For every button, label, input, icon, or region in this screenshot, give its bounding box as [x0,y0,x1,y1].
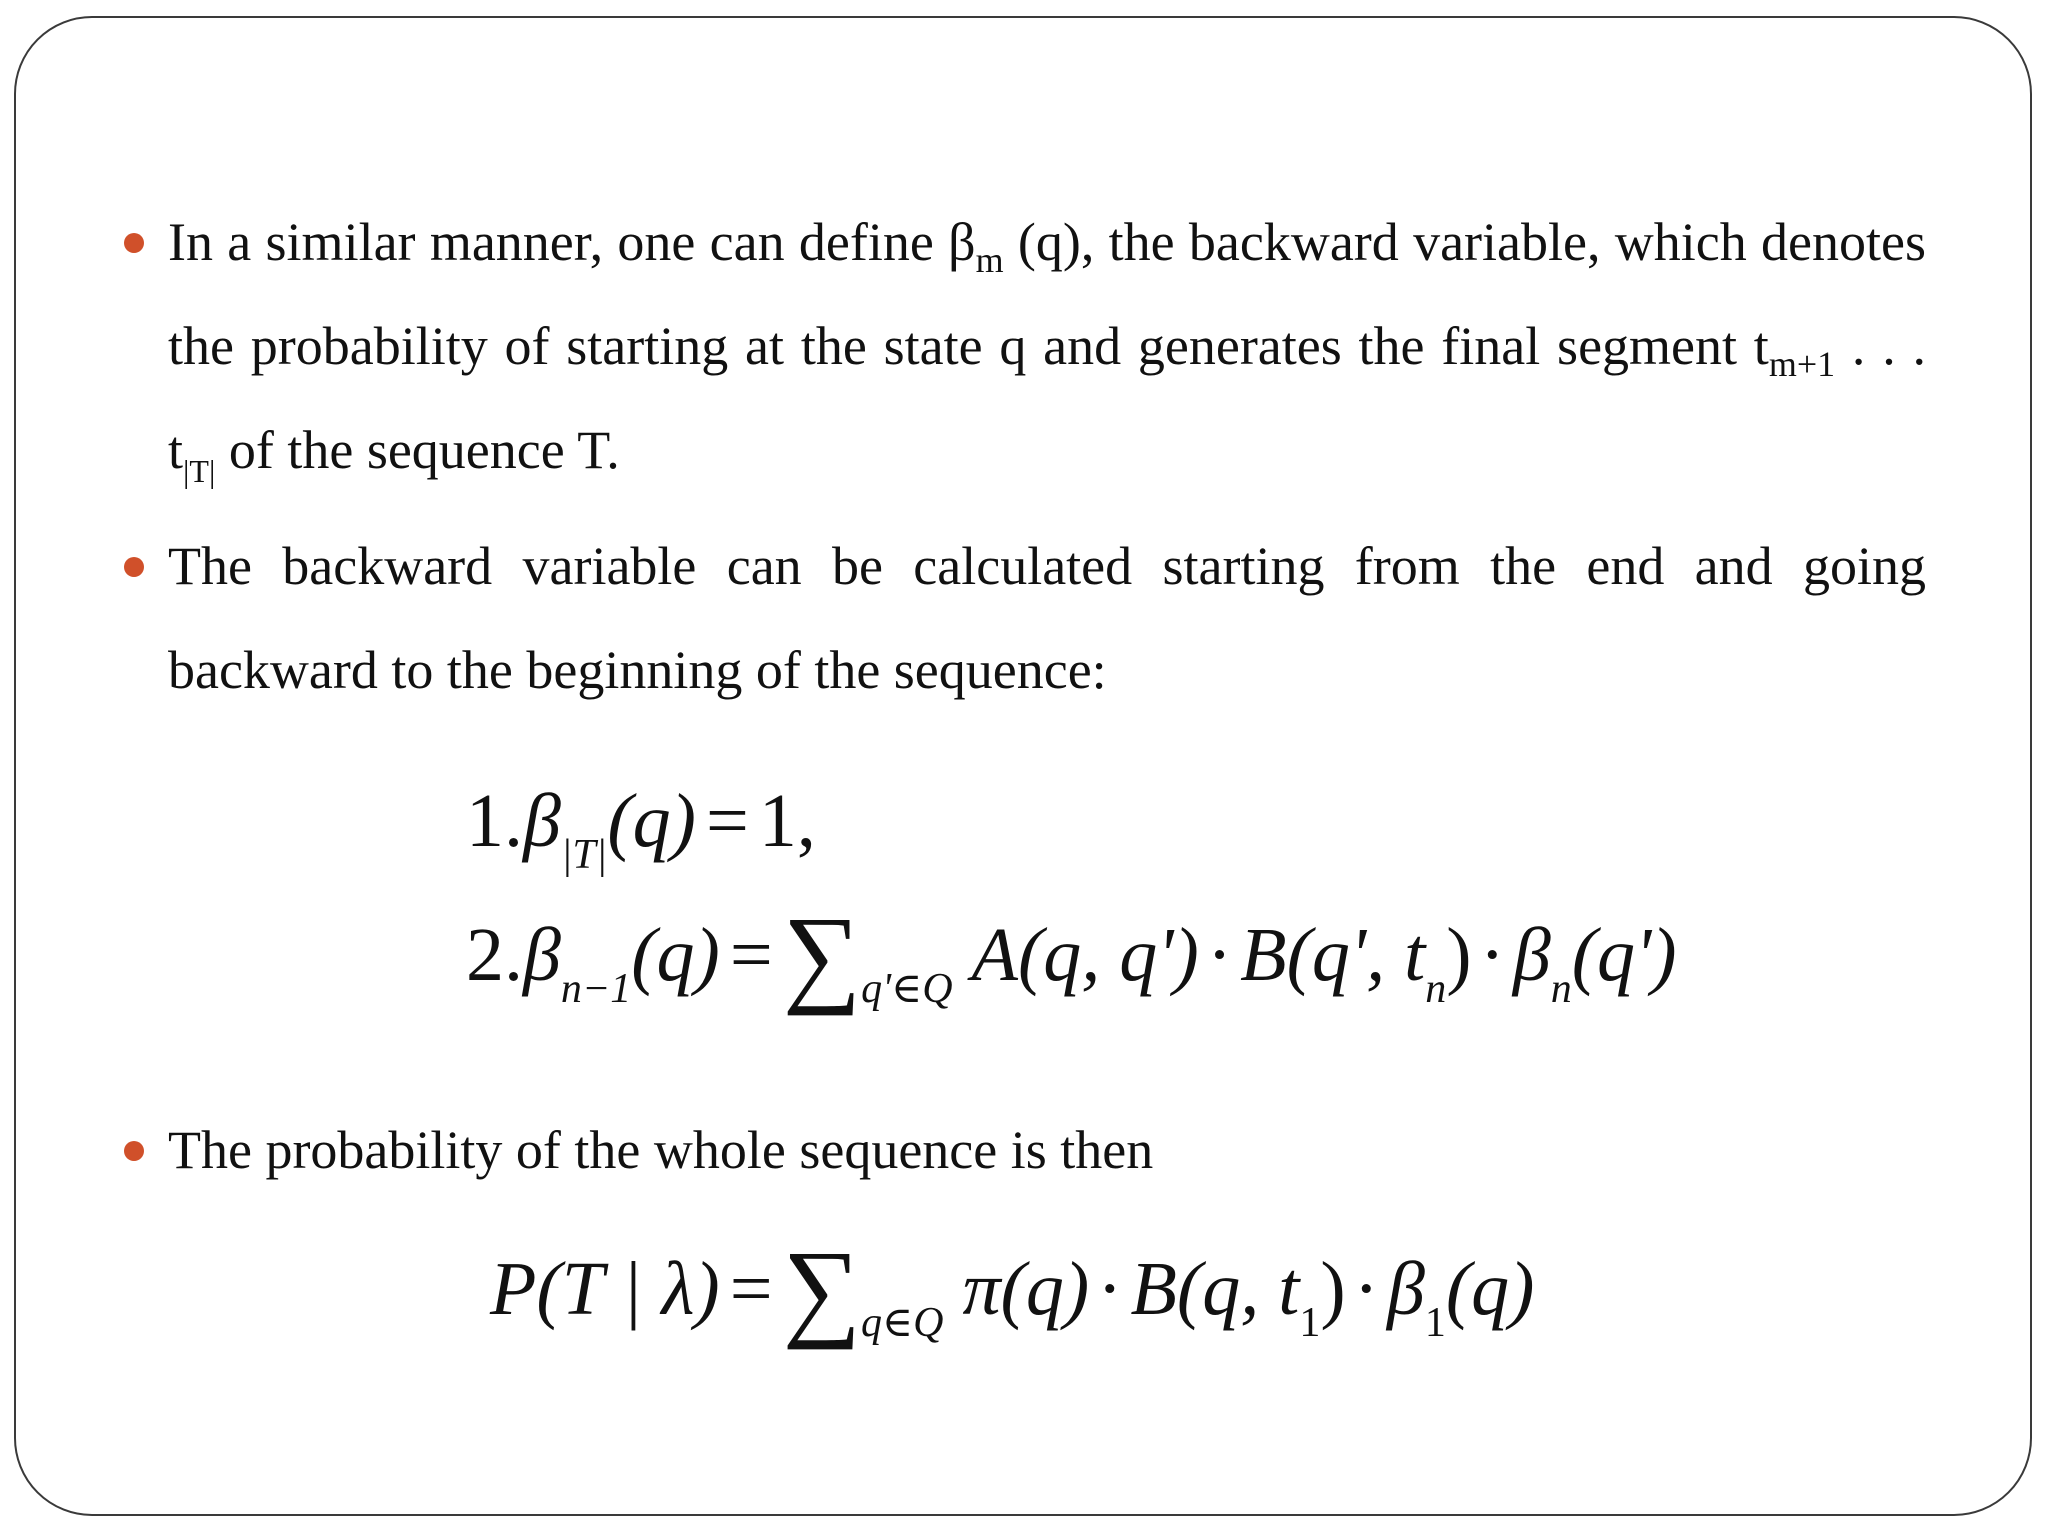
formula-3-term-b-sub: 1 [1299,1300,1321,1346]
formula-2-term-a: A(q, q') [971,913,1199,997]
formula-2-dot-2: · [1479,913,1505,997]
formula-3-term-c-arg: (q) [1445,1247,1535,1331]
formula-3-dot-1: · [1097,1247,1123,1331]
bullet-1-text-mid: . . . t [168,316,1927,480]
formula-1-beta: β [523,779,561,863]
formula-2-term-b: B(q', t [1240,913,1426,997]
formula-recursion [466,894,1677,1016]
formula-3-eq: = [729,1247,773,1331]
formula-2-eq: = [729,913,773,997]
formula-base-case [466,778,816,878]
formula-2-term-c-arg: (q') [1571,913,1677,997]
formula-1-sub: |T| [560,832,608,878]
bullet-backward-calculation [168,514,1926,722]
bullet-3-text: The probability of the whole sequence is then [168,1120,1154,1180]
bullet-2-text: The backward variable can be calculated starting from the end and going backward to the beginning of the sequence: [168,536,1926,700]
formula-1-prefix: 1. [466,779,523,863]
bullet-dot-icon [124,557,144,577]
formula-3-dot-2: · [1353,1247,1379,1331]
bullet-1-sub-T: |T| [183,453,216,489]
formula-1-rhs: 1, [758,779,816,863]
formula-3-lhs: P(T | λ) [490,1247,720,1331]
bullet-dot-icon [124,233,144,253]
formula-2-sum-icon: ∑ [782,894,862,1016]
formula-3-term-b: B(q, t [1130,1247,1300,1331]
formula-2-term-c-sub: n [1550,966,1572,1012]
formula-3-sum-sub: q∈Q [861,1300,944,1346]
bullet-dot-icon [124,1141,144,1161]
formula-3-term-a: π(q) [962,1247,1090,1331]
bullet-1-text-tail: of the sequence T. [215,420,620,480]
formula-2-dot-1: · [1206,913,1233,997]
formula-1-eq: = [705,779,749,863]
formula-2-sum-sub: q'∈Q [861,966,953,1012]
bullet-1-sub-m-plus-1: m+1 [1768,344,1836,384]
formula-3-term-c: β [1386,1247,1425,1331]
formula-2-term-c: β [1512,913,1551,997]
formula-3-term-c-sub: 1 [1424,1300,1446,1346]
formula-2-arg: (q) [631,913,720,997]
bullet-backward-variable-definition [168,190,1926,502]
formula-3-sum-icon: ∑ [782,1228,862,1350]
bullet-1-text-b: (q), the backward variable, which denotes the probability of starting at the state q and generates the final segment t [168,212,1926,376]
formula-2-prefix: 2. [466,913,523,997]
formula-sequence-probability [490,1228,1535,1350]
formula-1-arg: (q) [607,779,696,863]
bullet-whole-sequence-probability [168,1098,1926,1202]
formula-2-sub: n−1 [560,966,632,1012]
formula-2-term-b-sub: n [1425,966,1447,1012]
formula-2-beta: β [523,913,561,997]
bullet-1-text-a: In a similar manner, one can define β [168,212,976,272]
formula-3-term-b-close: ) [1320,1247,1346,1331]
bullet-1-sub-m: m [975,240,1004,280]
formula-2-term-b-close: ) [1446,913,1472,997]
